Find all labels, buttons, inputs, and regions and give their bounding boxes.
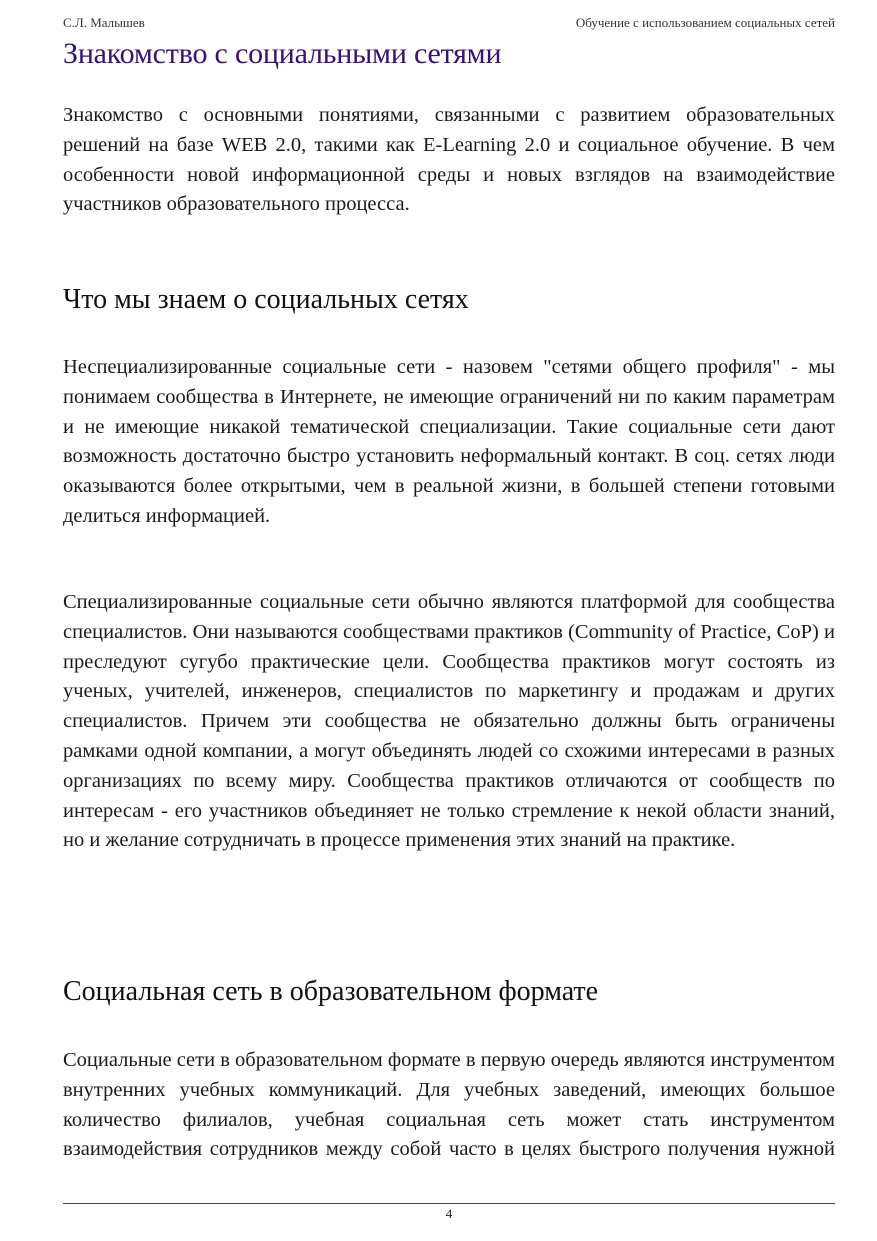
running-header [63,15,835,35]
header-author: С.Л. Малышев [63,15,145,30]
document-page [63,0,835,1241]
section-heading: Социальная сеть в образовательном формате [63,976,599,1007]
chapter-title: Знакомство с социальными сетями [63,37,502,70]
footer-divider [63,1203,835,1204]
intro-paragraph: Знакомство с основными понятиями, связанными с развитием образовательных решений на базе WEB 2.0, такими как E-Learning 2.0 и социальное обучение. В чем особенности новой информационной среды и новых взглядов на взаимодействие участников образовательного процесса. [63,104,835,216]
body-paragraph: Специализированные социальные сети обычно являются платформой для сообщества специалистов. Они называются сообществами практиков (Community of Practice, CoP) и преследуют сугубо практические цели. Сообщества практиков могут состоять из ученых, учителей, инженеров, специалистов по маркетингу и продажам и других специалистов. Причем эти сообщества не обязательно должны быть ограничены рамками одной компании, а могут объединять людей со схожими интересами в разных организациях по всему миру. Сообщества практиков отличаются от сообществ по интересам - его участников объединяет не только стремление к некой области знаний, но и желание сотрудничать в процессе применения этих знаний на практике. [63,591,835,852]
page-number: 4 [445,1206,453,1221]
section-heading: Что мы знаем о социальных сетях [63,284,469,315]
body-paragraph: Неспециализированные социальные сети - назовем "сетями общего профиля" - мы понимаем сообщества в Интернете, не имеющие ограничений ни по каким параметрам и не имеющие никакой тематической специализации. Такие социальные сети дают возможность достаточно быстро установить неформальный контакт. В соц. сетях люди оказываются более открытыми, чем в реальной жизни, в большей степени готовыми делиться информацией. [63,356,835,527]
body-paragraph: Социальные сети в образовательном формате в первую очередь являются инструментом внутренних учебных коммуникаций. Для учебных заведений, имеющих большое количество филиалов, учебная социальная сеть может стать инструментом взаимодействия сотрудников между собой часто в целях быстрого получения нужной [63,1049,835,1161]
header-title: Обучение с использованием социальных сетей [575,15,835,30]
